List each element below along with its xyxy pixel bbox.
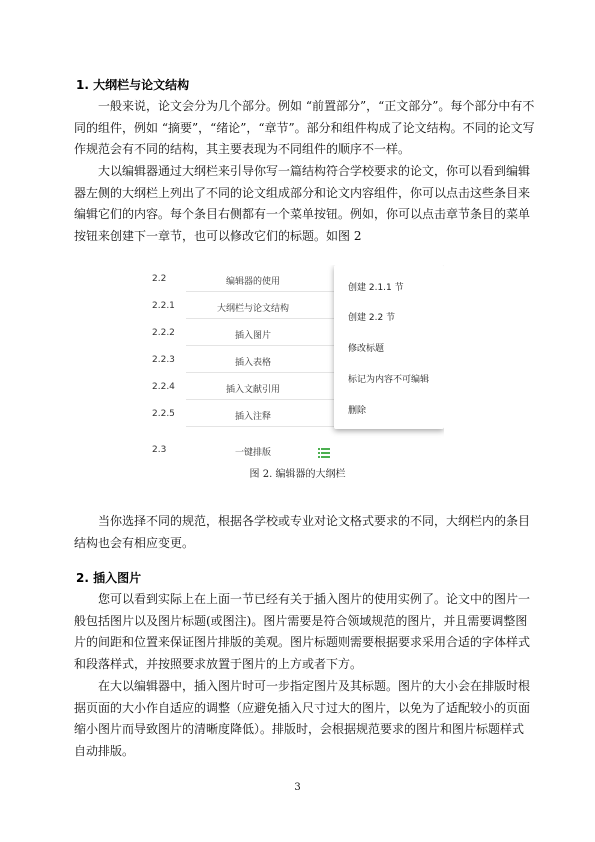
outline-item-number: 2.2.2 — [152, 328, 175, 338]
outline-item-number: 2.2.4 — [152, 382, 175, 392]
text-line: 般包括图片以及图片标题(或图注)。图片需要是符合领域规范的图片，并且需要调整图 — [74, 613, 528, 628]
menu-item-lock-content: 标记为内容不可编辑 — [348, 375, 430, 385]
outline-item-title: 大纲栏与论文结构 — [216, 304, 289, 314]
outline-item-number: 2.2.3 — [152, 355, 175, 365]
outline-item — [148, 265, 338, 292]
text-line: 器左侧的大纲栏上列出了不同的论文组成部分和论文内容组件，你可以点击这些条目来 — [74, 185, 531, 200]
section-heading-outline: 1. 大纲栏与论文结构 — [76, 78, 190, 92]
figure-caption: 图 2. 编辑器的大纲栏 — [249, 469, 346, 480]
outline-item — [148, 319, 338, 346]
paragraph — [74, 676, 531, 762]
outline-item — [148, 292, 338, 319]
paragraph — [74, 589, 531, 675]
outline-item-title: 插入文献引用 — [225, 385, 280, 395]
page-number: 3 — [294, 782, 301, 793]
text-line: 同的组件，例如 “摘要”，“绪论”，“章节”。部分和组件构成了论文结构。不同的论文写 — [74, 120, 535, 135]
paragraph — [74, 161, 531, 247]
outline-screenshot-figure — [148, 265, 444, 459]
outline-item-number: 2.3 — [152, 445, 167, 455]
outline-item-title: 一键排版 — [234, 448, 271, 458]
outline-context-menu — [334, 265, 444, 429]
outline-item-number: 2.2.5 — [152, 409, 175, 419]
text-line: 编辑它们的内容。每个条目右侧都有一个菜单按钮。例如，你可以点击章节条目的菜单 — [74, 207, 531, 221]
outline-item-title: 插入注释 — [234, 412, 271, 422]
paragraph — [74, 96, 535, 161]
outline-item — [148, 373, 338, 400]
menu-item-rename: 修改标题 — [348, 344, 385, 354]
text-line: 按钮来创建下一章节，也可以修改它们的标题。如图 2 — [74, 228, 362, 243]
outline-item-title: 插入图片 — [234, 331, 271, 341]
text-line: 在大以编辑器中，插入图片时可一步指定图片及其标题。图片的大小会在排版时根 — [98, 679, 531, 693]
text-line: 和段落样式，并按照要求放置于图片的上方或者下方。 — [74, 656, 363, 671]
text-line: 自动排版。 — [74, 743, 135, 758]
menu-item-create-section: 创建 2.2 节 — [348, 313, 396, 323]
outline-item-title: 编辑器的使用 — [225, 277, 280, 287]
outline-item — [148, 346, 338, 373]
text-line: 结构也会有相应变更。 — [74, 535, 195, 550]
text-line: 您可以看到实际上在上面一节已经有关于插入图片的使用实例了。论文中的图片一 — [98, 592, 531, 606]
text-line: 一般来说，论文会分为几个部分。例如 “前置部分”，“正文部分”。每个部分中有不 — [98, 99, 535, 113]
outline-item — [148, 439, 338, 459]
row-divider — [186, 426, 338, 427]
text-line: 据页面的大小作自适应的调整（应避免插入尺寸过大的图片，以免为了适配较小的页面 — [74, 700, 531, 715]
outline-item — [148, 400, 338, 427]
menu-item-create-subsection: 创建 2.1.1 节 — [348, 283, 404, 293]
section-heading-insert-image: 2. 插入图片 — [76, 571, 142, 585]
outline-item-number: 2.2 — [152, 274, 167, 284]
text-line: 当你选择不同的规范，根据各学校或专业对论文格式要求的不同，大纲栏内的条目 — [98, 514, 531, 528]
text-line: 大以编辑器通过大纲栏来引导你写一篇结构符合学校要求的论文，你可以看到编辑 — [98, 164, 531, 178]
paragraph — [74, 511, 531, 554]
text-line: 缩小图片而导致图片的清晰度降低）。排版时，会根据规范要求的图片和图片标题样式 — [74, 722, 525, 736]
text-line: 作规范会有不同的结构，其主要表现为不同组件的顺序不一样。 — [74, 142, 411, 156]
outline-item-title: 插入表格 — [234, 358, 271, 368]
menu-item-delete: 删除 — [348, 406, 367, 416]
outline-item-number: 2.2.1 — [152, 301, 175, 311]
list-menu-icon — [318, 448, 330, 458]
text-line: 片的间距和位置来保证图片排版的美观。图片标题则需要根据要求采用合适的字体样式 — [74, 635, 531, 649]
